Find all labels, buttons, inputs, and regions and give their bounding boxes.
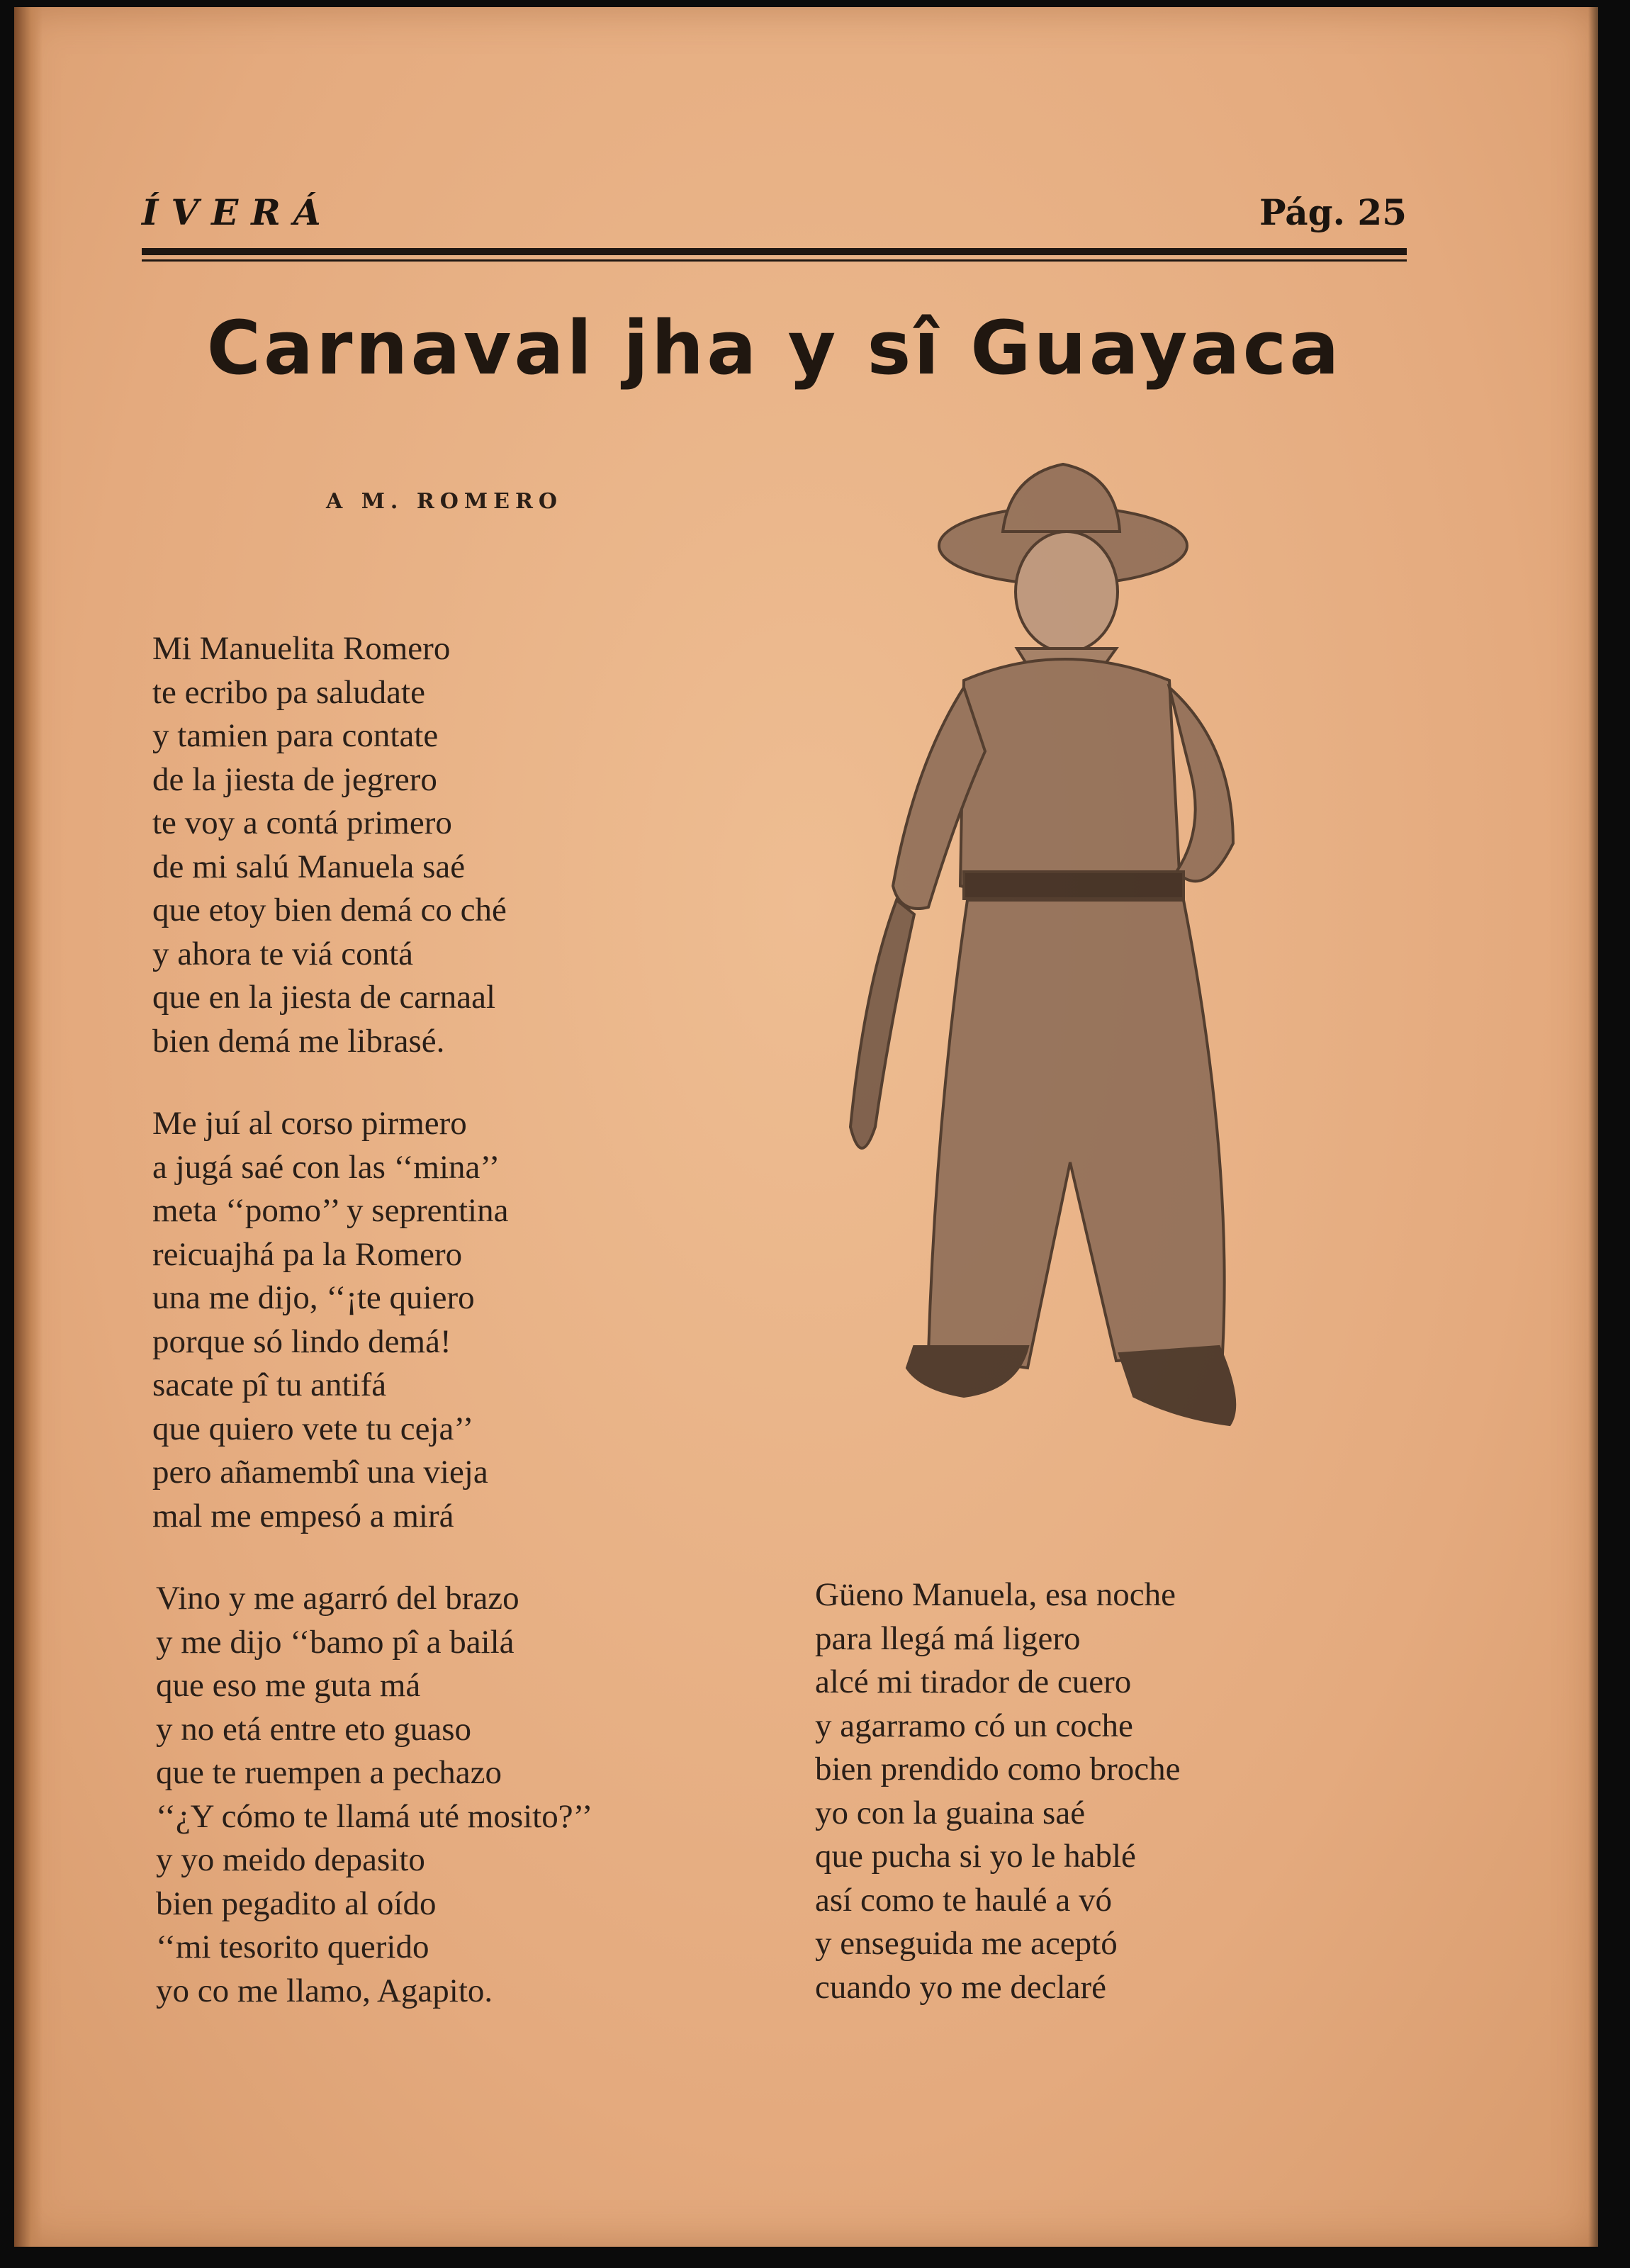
verse-line: Güeno Manuela, esa noche xyxy=(815,1576,1176,1613)
head xyxy=(1016,532,1118,652)
verse-line: cuando yo me declaré xyxy=(815,1968,1107,2006)
verse-line: porque só lindo demá! xyxy=(152,1323,451,1360)
verse-line: Mi Manuelita Romero xyxy=(152,630,451,667)
verse-line: mal me empesó a mirá xyxy=(152,1497,454,1534)
verse-line: te ecribo pa saludate xyxy=(152,673,425,711)
verse-line: a jugá saé con las ‘‘mina’’ xyxy=(152,1148,500,1186)
verse-line: y me dijo ‘‘bamo pî a bailá xyxy=(156,1623,515,1661)
dedication: A M. ROMERO xyxy=(326,489,563,514)
page-number: Pág. 25 xyxy=(1259,191,1407,233)
header-rule-thin xyxy=(142,259,1407,262)
verse-line: y ahora te viá contá xyxy=(152,935,413,972)
verse-line: bien demá me librasé. xyxy=(152,1022,445,1060)
verse-line: y no etá entre eto guaso xyxy=(156,1710,472,1748)
shirt xyxy=(960,659,1180,897)
hat-crown xyxy=(1003,464,1120,532)
verse-line: que eso me guta má xyxy=(156,1667,421,1704)
verse-line: y agarramo có un coche xyxy=(815,1707,1133,1744)
left-boot xyxy=(907,1347,1028,1396)
verse-line: y yo meido depasito xyxy=(156,1841,425,1878)
verse-line: Vino y me agarró del brazo xyxy=(156,1580,519,1617)
verse-line: yo con la guaina saé xyxy=(815,1794,1086,1831)
verse-line: bien pegadito al oído xyxy=(156,1885,437,1922)
page-right-edge xyxy=(1588,7,1598,2247)
verse-line: te voy a contá primero xyxy=(152,804,452,841)
belt xyxy=(964,872,1184,899)
verse-line: y tamien para contate xyxy=(152,717,439,754)
verse-line: Me juí al corso pirmero xyxy=(152,1105,467,1142)
verse-line: que etoy bien demá co ché xyxy=(152,892,507,928)
verse-line: reicuajhá pa la Romero xyxy=(152,1235,463,1273)
verse-line: yo co me llamo, Agapito. xyxy=(156,1972,493,2009)
stanza xyxy=(152,1102,508,1538)
header-rule xyxy=(142,248,1407,255)
page-binding-edge xyxy=(14,7,43,2247)
verse-line: que pucha si yo le hablé xyxy=(815,1838,1136,1875)
verse-line: bien prendido como broche xyxy=(815,1751,1181,1787)
verse-line: alcé mi tirador de cuero xyxy=(815,1663,1132,1700)
verse-line: así como te haulé a vó xyxy=(815,1881,1112,1919)
verse-line: sacate pî tu antifá xyxy=(152,1366,387,1403)
verse-line: que te ruempen a pechazo xyxy=(156,1754,502,1791)
stanza xyxy=(156,1577,592,2013)
verse-line: de mi salú Manuela saé xyxy=(152,848,466,885)
poem-title: Carnaval jha y sî Guayaca xyxy=(206,305,1342,391)
verse-line: y enseguida me aceptó xyxy=(815,1925,1118,1962)
page-header xyxy=(142,191,1407,241)
stanza xyxy=(815,1573,1181,2009)
verse-line: meta ‘‘pomo’’ y seprentina xyxy=(152,1192,509,1229)
verse-line: de la jiesta de jegrero xyxy=(152,760,437,798)
verse-line: que quiero vete tu ceja’’ xyxy=(152,1410,474,1447)
verse-line: para llegá má ligero xyxy=(815,1619,1081,1657)
verse-line: ‘‘¿Y cómo te llamá uté mosito?’’ xyxy=(156,1797,593,1835)
whip xyxy=(850,900,914,1148)
right-boot xyxy=(1120,1347,1235,1425)
verse-line: que en la jiesta de carnaal xyxy=(152,979,496,1016)
stanza xyxy=(152,627,507,1063)
running-title: ÍVERÁ xyxy=(142,191,334,233)
verse-line: ‘‘mi tesorito querido xyxy=(156,1929,429,1965)
trousers xyxy=(928,900,1225,1368)
verse-line: una me dijo, ‘‘¡te quiero xyxy=(152,1279,475,1316)
gaucho-illustration xyxy=(836,447,1290,1517)
verse-line: pero añamembî una vieja xyxy=(152,1454,488,1491)
